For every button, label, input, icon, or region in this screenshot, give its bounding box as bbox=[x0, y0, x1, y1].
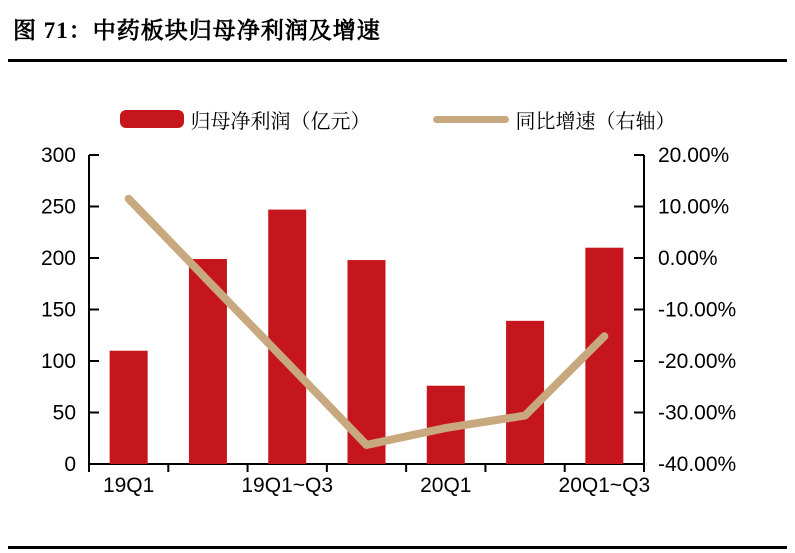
net-profit-bar bbox=[110, 351, 148, 464]
right-axis-tick-label: -20.00% bbox=[658, 350, 737, 373]
right-axis-tick-label: 20.00% bbox=[658, 144, 730, 167]
net-profit-bar bbox=[506, 321, 544, 464]
x-axis-category-label: 20Q1 bbox=[420, 474, 472, 497]
left-axis-tick-label: 300 bbox=[40, 144, 76, 167]
left-axis-tick-label: 150 bbox=[40, 298, 76, 322]
net-profit-bar bbox=[585, 248, 623, 464]
left-axis-tick-label: 100 bbox=[40, 350, 76, 373]
right-axis-tick-label: 10.00% bbox=[658, 195, 730, 219]
legend-label-net-profit: 归母净利润（亿元） bbox=[190, 110, 371, 133]
net-profit-bar bbox=[268, 210, 306, 464]
left-axis-tick-label: 0 bbox=[64, 453, 76, 476]
left-axis-tick-label: 50 bbox=[52, 401, 76, 425]
x-axis-category-label: 19Q1~Q3 bbox=[241, 474, 334, 497]
right-axis-tick-label: -10.00% bbox=[658, 298, 737, 322]
x-axis-category-label: 20Q1~Q3 bbox=[558, 474, 651, 497]
legend-label-growth: 同比增速（右轴） bbox=[515, 110, 676, 133]
left-axis-tick-label: 200 bbox=[40, 247, 76, 270]
figure-title: 图 71：中药板块归母净利润及增速 bbox=[13, 18, 381, 43]
right-axis-tick-label: 0.00% bbox=[658, 247, 718, 270]
right-axis-tick-label: -30.00% bbox=[658, 401, 737, 425]
left-axis-tick-label: 250 bbox=[40, 195, 76, 219]
x-axis-category-label: 19Q1 bbox=[102, 474, 155, 497]
right-axis-tick-label: -40.00% bbox=[658, 453, 737, 476]
bottom-divider bbox=[8, 546, 787, 549]
